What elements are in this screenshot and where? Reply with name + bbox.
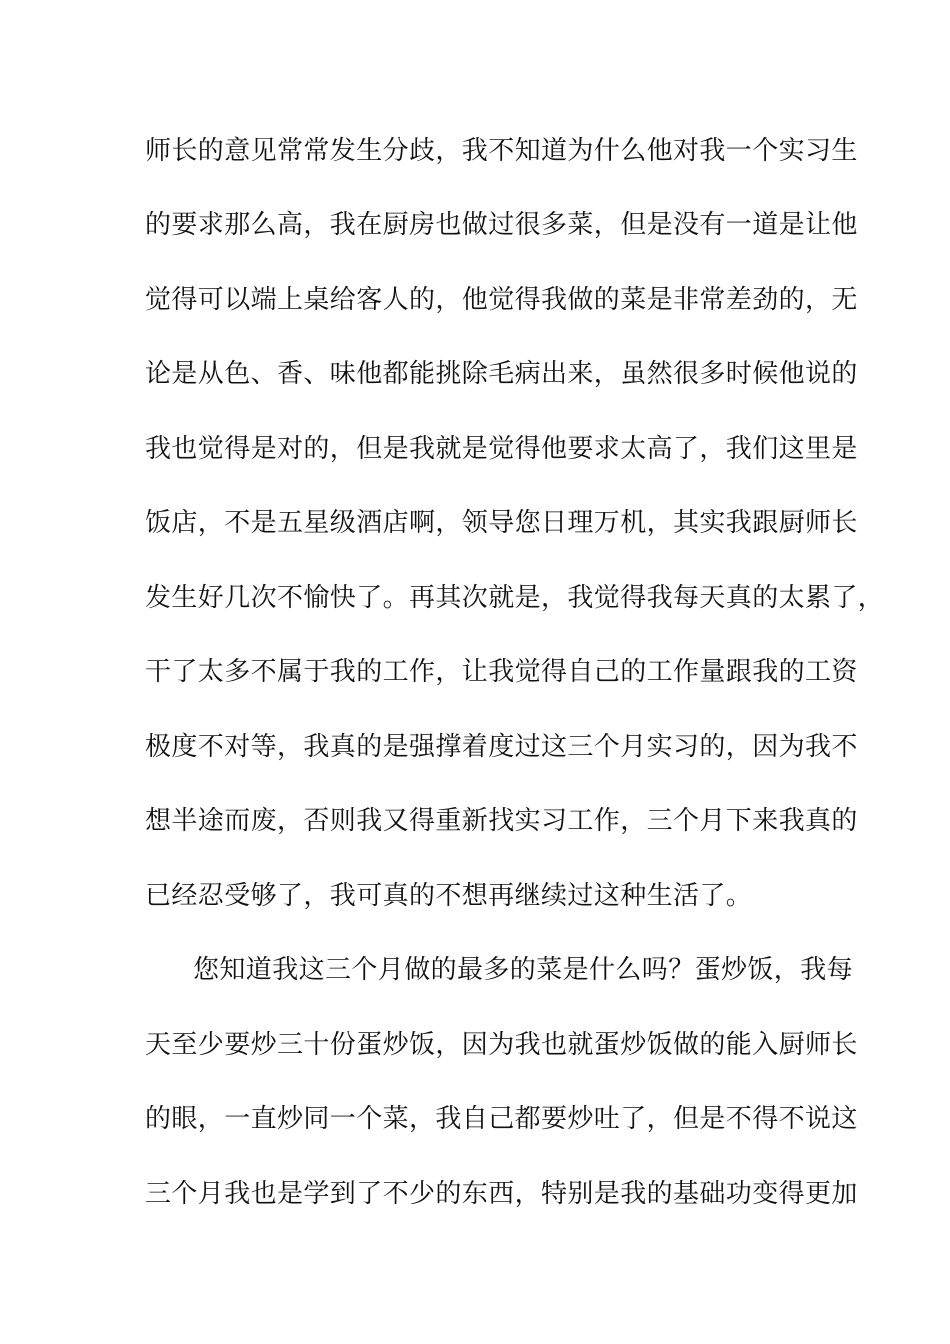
text-line: 我也觉得是对的，但是我就是觉得他要求太高了，我们这里是: [145, 434, 858, 464]
text-line: 饭店，不是五星级酒店啊，领导您日理万机，其实我跟厨师长: [145, 508, 858, 538]
text-line: 三个月我也是学到了不少的东西，特别是我的基础功变得更加: [145, 1179, 858, 1209]
text-line: 发生好几次不愉快了。再其次就是，我觉得我每天真的太累了，: [145, 583, 885, 613]
text-line: 师长的意见常常发生分歧，我不知道为什么他对我一个实习生: [145, 136, 858, 166]
text-line: 已经忍受够了，我可真的不想再继续过这种生活了。: [145, 881, 753, 911]
text-line: 天至少要炒三十份蛋炒饭，因为我也就蛋炒饭做的能入厨师长: [145, 1030, 858, 1060]
text-line: 干了太多不属于我的工作，让我觉得自己的工作量跟我的工资: [145, 657, 858, 687]
text-line: 论是从色、香、味他都能挑除毛病出来，虽然很多时候他说的: [145, 359, 858, 389]
text-line: 想半途而废，否则我又得重新找实习工作，三个月下来我真的: [145, 806, 858, 836]
text-line: 的眼，一直炒同一个菜，我自己都要炒吐了，但是不得不说这: [145, 1104, 858, 1134]
paragraph-first-line: 您知道我这三个月做的最多的菜是什么吗？蛋炒饭，我每: [193, 955, 854, 985]
text-line: 的要求那么高，我在厨房也做过很多菜，但是没有一道是让他: [145, 210, 858, 240]
text-line: 极度不对等，我真的是强撑着度过这三个月实习的，因为我不: [145, 732, 858, 762]
text-line: 觉得可以端上桌给客人的，他觉得我做的菜是非常差劲的，无: [145, 285, 858, 315]
